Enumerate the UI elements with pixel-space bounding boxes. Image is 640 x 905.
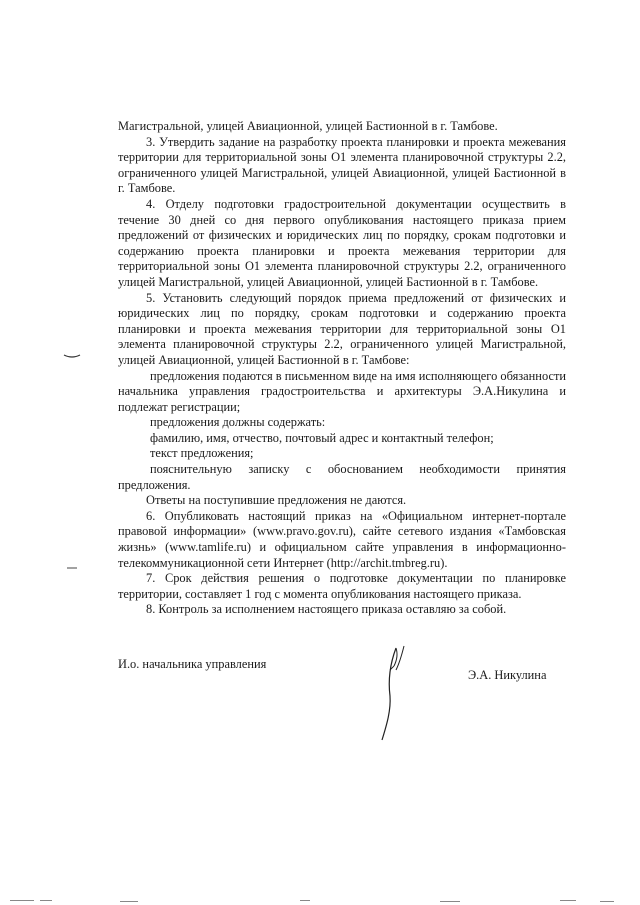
paragraph-item-6: 6. Опубликовать настоящий приказ на «Официальном интернет-портале правовой информации» (www.pravo.gov.ru), сайте сетевого издания «Тамбовская жизнь» (www.tamlife.ru) и официальном сайте управления в информационно-телекоммуникационной сети Интернет (http://archit.tmbreg.ru). [118, 508, 566, 570]
paragraph-contain-contacts: фамилию, имя, отчество, почтовый адрес и контактный телефон; [150, 430, 494, 445]
paragraph-item-3: 3. Утвердить задание на разработку проекта планировки и проекта межевания территории для территориальной зоны О1 элемента планировочной структуры 2.2, ограниченного улицей Магистральной, улицей Авиационной, улицей Бастионной в г. Тамбове. [118, 134, 566, 196]
paragraph-no-answers: Ответы на поступившие предложения не даются. [146, 493, 407, 508]
paragraph-contain-note: пояснительную записку с обоснованием необходимости принятия предложения. [118, 462, 566, 492]
handwritten-signature [360, 640, 420, 750]
paragraph-contain-text: текст предложения; [150, 446, 254, 461]
paragraph-item-8: 8. Контроль за исполнением настоящего приказа оставляю за собой. [146, 602, 507, 617]
scan-edge-noise [0, 895, 640, 905]
paragraph-proposals-contain: предложения должны содержать: [150, 415, 326, 430]
paragraph-item-7: 7. Срок действия решения о подготовке документации по планировке территории, составляет 1 год с момента опубликования настоящего приказа. [118, 571, 566, 601]
scan-mark [62, 352, 82, 360]
paragraph-proposals-submitted: предложения подаются в письменном виде на имя исполняющего обязанности начальника управления градостроительства и архитектуры Э.А.Никулина и подлежат регистрации; [118, 368, 566, 414]
paragraph-item-4: 4. Отделу подготовки градостроительной документации осуществить в течение 30 дней со дня первого опубликования настоящего приказа прием предложений от физических и юридических лиц по порядку, срокам подготовки и содержанию проекта планировки и проекта межевания территории для территориальной зоны О1 элемента планировочной структуры 2.2, ограниченного улицей Магистральной, улицей Авиационной, улицей Бастионной в г. Тамбове. [118, 196, 566, 289]
paragraph-continuation: Магистральной, улицей Авиационной, улицей Бастионной в г. Тамбове. [118, 119, 498, 133]
document-body [118, 119, 566, 618]
paragraph-item-5: 5. Установить следующий порядок приема предложений от физических и юридических лиц по порядку, срокам подготовки и содержанию проекта планировки и проекта межевания территории для территориальной зоны О1 элемента планировочной структуры 2.2, ограниченного улицей Магистральной, улицей Авиационной, улицей Бастионной в г. Тамбове: [118, 290, 566, 367]
signatory-position: И.о. начальника управления [118, 657, 267, 671]
signatory-name: Э.А. Никулина [468, 668, 547, 682]
scan-mark [66, 565, 78, 571]
